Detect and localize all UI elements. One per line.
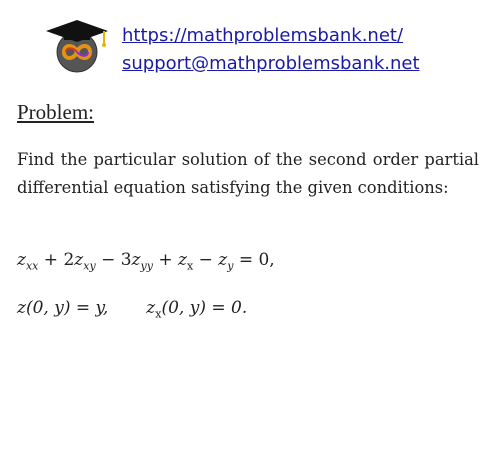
email-link[interactable]: support@mathproblemsbank.net — [122, 53, 420, 74]
condition-two-var: z — [146, 298, 156, 318]
condition-two-rest: (0, y) = 0. — [161, 298, 248, 318]
header — [0, 0, 497, 90]
problem-statement: Find the particular solution of the second order partial differential equation satisfying the given conditions: — [17, 150, 479, 197]
condition-one: z(0, y) = y, — [17, 298, 109, 318]
pde-equation: $z_{xx} + 2z_{xy} - 3z_{yy} + z_x - z_y = 0$, — [17, 250, 275, 273]
problem-heading: Problem: — [17, 100, 94, 124]
contact-links — [122, 22, 420, 78]
logo-icon — [44, 14, 110, 76]
website-link[interactable]: https://mathproblemsbank.net/ — [122, 25, 404, 46]
boundary-conditions: z(0, y) = y, $z_x(0$, y) = 0. — [17, 298, 248, 321]
